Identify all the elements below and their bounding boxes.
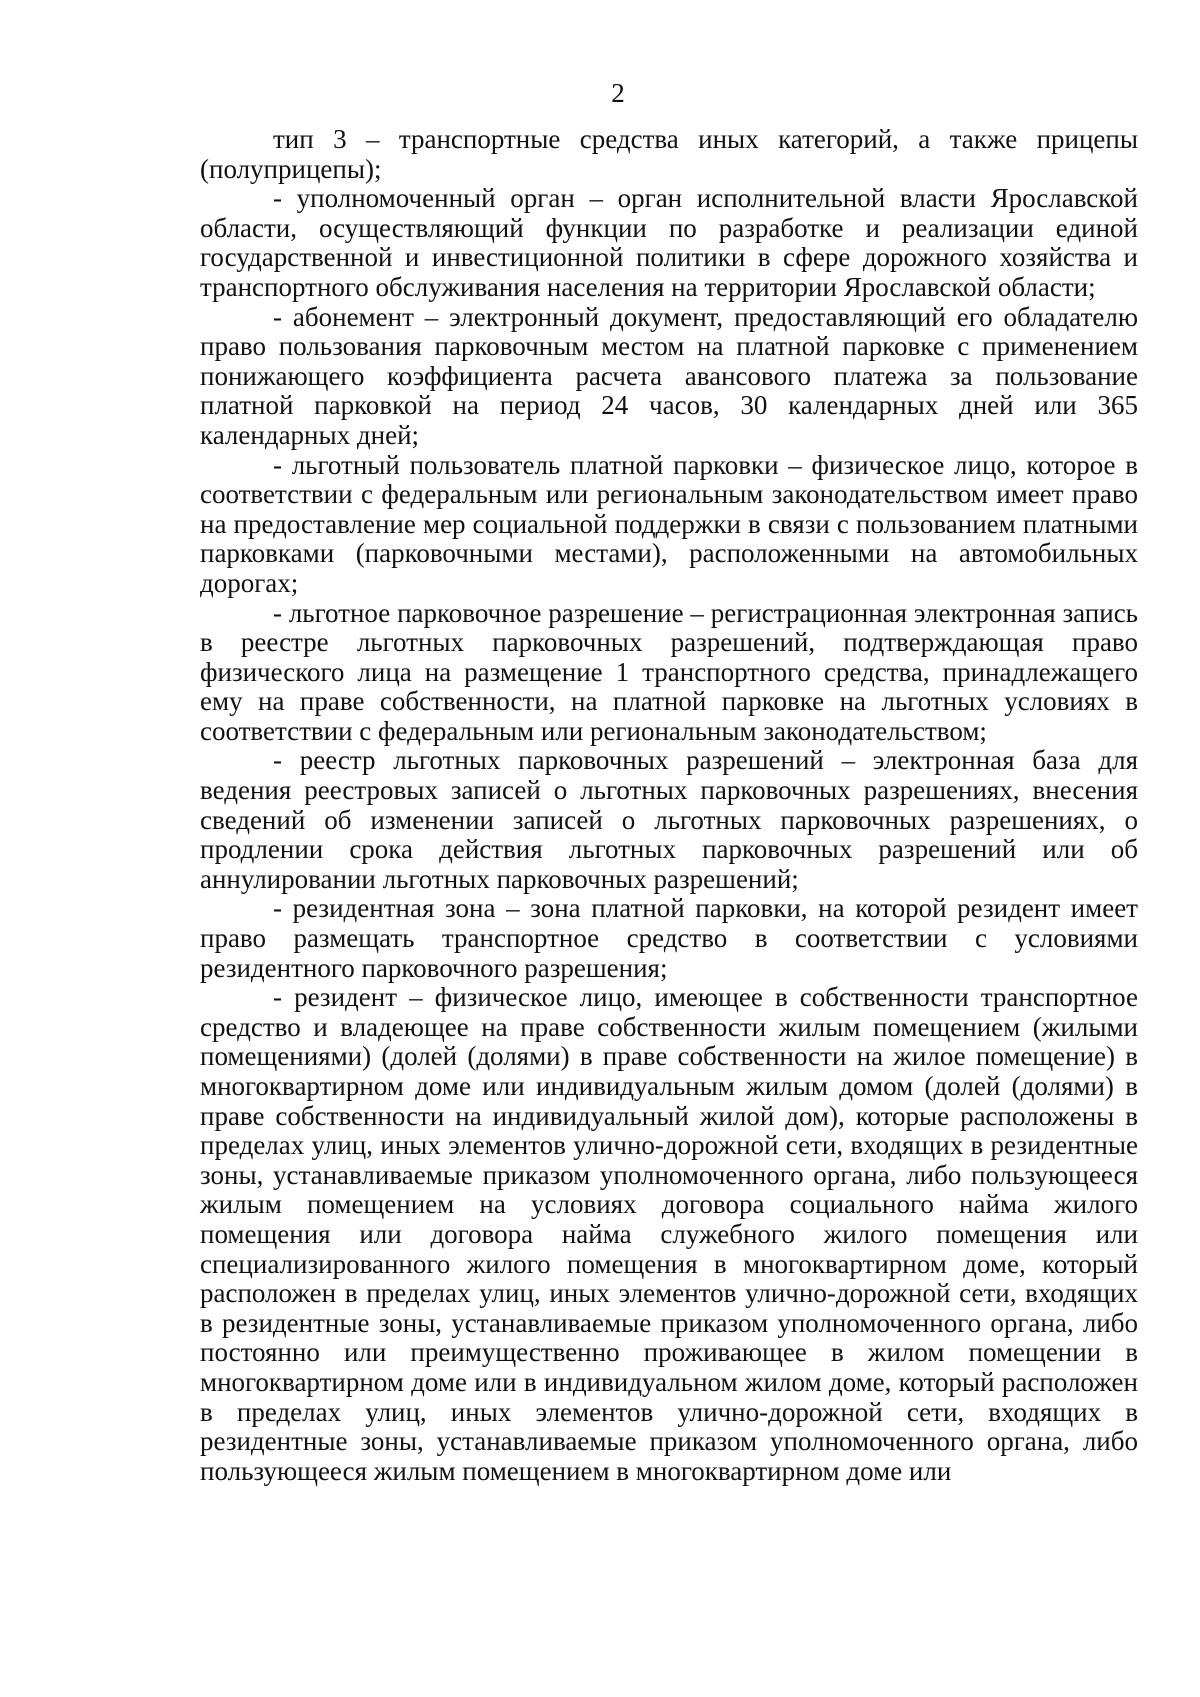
page-number: 2 [611, 78, 625, 108]
paragraph-resident: - резидент – физическое лицо, имеющее в собственности транспортное средство и владеющее на праве собственности жилым помещением (жилыми помещениями) (долей (долями) в праве собственности на жилое помещение) в многоквартирном доме или индивидуальным жилым домом (долей (долями) в праве собственности на индивидуальный жилой дом), которые расположены в пределах улиц, иных элементов улично-дорожной сети, входящих в резидентные зоны, устанавливаемые приказом уполномоченного органа, либо пользующееся жилым помещением на условиях договора социального найма жилого помещения или договора найма служебного жилого помещения или специализированного жилого помещения в многоквартирном доме, который расположен в пределах улиц, иных элементов улично-дорожной сети, входящих в резидентные зоны, устанавливаемые приказом уполномоченного органа, либо постоянно или преимущественно проживающее в жилом помещении в многоквартирном доме или в индивидуальном жилом доме, который расположен в пределах улиц, иных элементов улично-дорожной сети, входящих в резидентные зоны, устанавливаемые приказом уполномоченного органа, либо пользующееся жилым помещением в многоквартирном доме или [200, 982, 1138, 1486]
paragraph-privileged-user: - льготный пользователь платной парковки – физическое лицо, которое в соответствии с федеральным или региональным законодательством имеет право на предоставление мер социальной поддержки в связи с пользованием платными парковками (парковочными местами), расположенными на автомобильных дорогах; [200, 449, 1138, 598]
document-body [200, 125, 1138, 1486]
paragraph-authorized-body: - уполномоченный орган – орган исполнительной власти Ярославской области, осуществляющий функции по разработке и реализации единой государственной и инвестиционной политики в сфере дорожного хозяйства и транспортного обслуживания населения на территории Ярославской области; [200, 183, 1138, 302]
paragraph-subscription: - абонемент – электронный документ, предоставляющий его обладателю право пользования парковочным местом на платной парковке с применением понижающего коэффициента расчета авансового платежа за пользование платной парковкой на период 24 часов, 30 календарных дней или 365 календарных дней; [200, 301, 1138, 450]
paragraph-resident-zone: - резидентная зона – зона платной парковки, на которой резидент имеет право размещать транспортное средство в соответствии с условиями резидентного парковочного разрешения; [200, 893, 1138, 983]
paragraph-vehicle-type-3: тип 3 – транспортные средства иных категорий, а также прицепы (полуприцепы); [200, 124, 1138, 184]
paragraph-permit-registry: - реестр льготных парковочных разрешений – электронная база для ведения реестровых записей о льготных парковочных разрешениях, внесения сведений об изменении записей о льготных парковочных разрешениях, о продлении срока действия льготных парковочных разрешений или об аннулировании льготных парковочных разрешений; [200, 745, 1138, 894]
paragraph-privileged-permit: - льготное парковочное разрешение – регистрационная электронная запись в реестре льготных парковочных разрешений, подтверждающая право физического лица на размещение 1 транспортного средства, принадлежащего ему на праве собственности, на платной парковке на льготных условиях в соответствии с федеральным или региональным законодательством; [200, 597, 1138, 746]
